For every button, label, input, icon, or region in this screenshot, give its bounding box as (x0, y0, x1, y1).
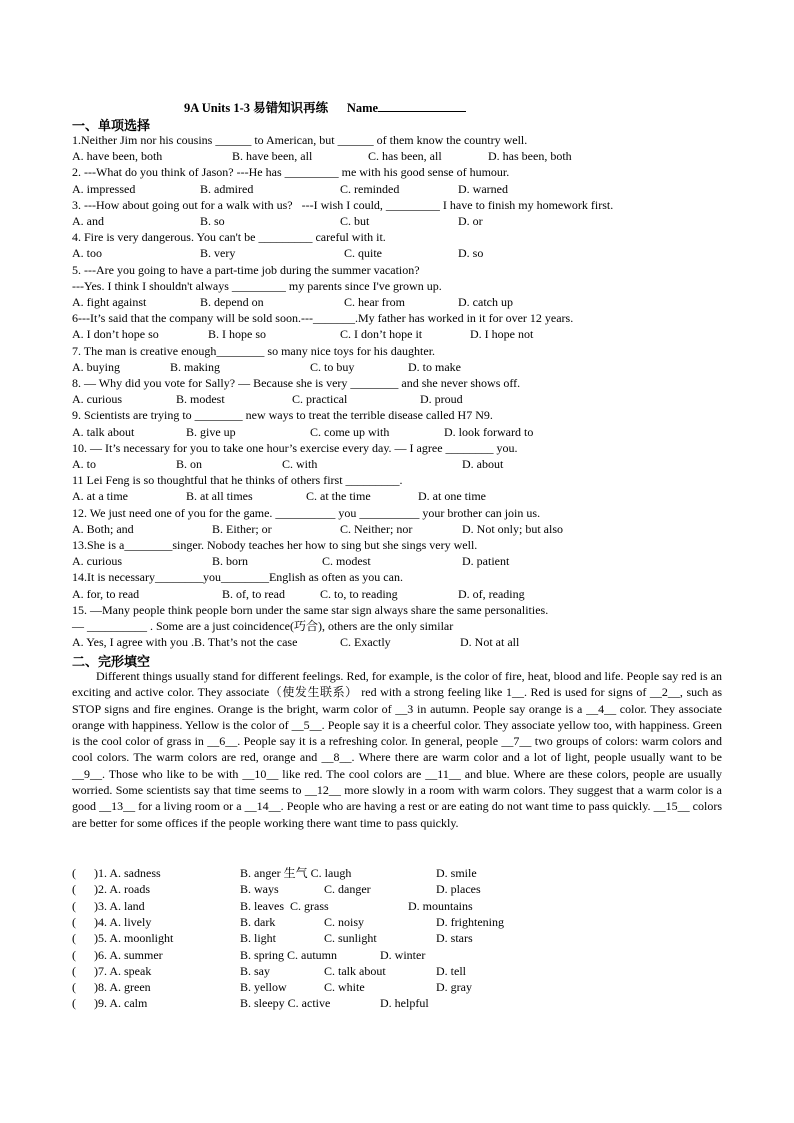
answer-option[interactable]: D. look forward to (444, 424, 534, 439)
cloze-item-b[interactable]: B. light (240, 931, 277, 946)
question-stem: 2. ---What do you think of Jason? ---He has _________ me with his good sense of humour. (72, 165, 510, 180)
answer-option[interactable]: D. catch up (458, 295, 513, 309)
question-stem: 3. ---How about going out for a walk with us? ---I wish I could, _________ I have to finish my homework first. (72, 197, 614, 212)
answer-option[interactable]: C. with (282, 457, 318, 471)
answer-option[interactable]: B. depend on (200, 295, 264, 309)
answer-option[interactable]: C. I don’t hope it (340, 327, 423, 342)
cloze-item-a[interactable]: ( )2. A. roads (72, 882, 150, 897)
answer-option[interactable]: A. curious (72, 392, 122, 407)
answer-option[interactable]: D. Not at all (460, 635, 520, 650)
cloze-item-a[interactable]: ( )4. A. lively (72, 914, 152, 929)
answer-option[interactable]: D. proud (420, 392, 463, 407)
cloze-item-c[interactable]: C. white (324, 980, 365, 995)
answer-option[interactable]: C. has been, all (368, 149, 442, 164)
answer-option[interactable]: A. buying (72, 359, 120, 374)
answer-option[interactable]: B. modest (176, 392, 225, 407)
cloze-item-d[interactable]: D. helpful (380, 996, 429, 1011)
answer-option[interactable]: B. of, to read (222, 586, 285, 601)
answer-option[interactable]: C. Neither; nor (340, 521, 413, 536)
cloze-item-c[interactable]: C. danger (324, 882, 371, 897)
answer-option[interactable]: B. on (176, 457, 203, 471)
question-stem: 11 Lei Feng is so thoughtful that he thinks of others first _________. (72, 473, 403, 488)
cloze-item-c[interactable]: C. talk about (324, 963, 386, 978)
cloze-item-b[interactable]: B. leaves C. grass (240, 898, 329, 913)
answer-option[interactable]: A. talk about (72, 424, 135, 439)
answer-option[interactable]: B. making (170, 359, 220, 374)
answer-option[interactable]: D. to make (408, 359, 461, 374)
answer-option[interactable]: D. about (462, 457, 504, 471)
answer-option[interactable]: C. Exactly (340, 635, 391, 650)
cloze-item-b[interactable]: B. ways (240, 882, 279, 897)
answer-option[interactable]: D. at one time (418, 489, 486, 504)
section-heading-single-choice: 一、单项选择 (72, 119, 151, 134)
answer-option[interactable]: B. Either; or (212, 521, 272, 536)
answer-option[interactable]: D. Not only; but also (462, 521, 563, 536)
answer-option[interactable]: D. has been, both (488, 149, 572, 164)
cloze-item-b[interactable]: B. spring C. autumn (240, 947, 338, 962)
answer-option[interactable]: A. at a time (72, 489, 128, 504)
answer-option[interactable]: B. give up (186, 424, 236, 439)
question-stem: 15. —Many people think people born under the same star sign always share the same personalities. (72, 602, 549, 617)
answer-option[interactable]: A. too (72, 246, 102, 261)
answer-option[interactable]: A. have been, both (72, 149, 163, 164)
cloze-item-d[interactable]: D. mountains (408, 898, 473, 913)
answer-option[interactable]: A. curious (72, 554, 122, 569)
answer-option[interactable]: C. come up with (310, 424, 390, 439)
question-stem: 4. Fire is very dangerous. You can't be _________ careful with it. (72, 230, 386, 245)
worksheet-title (184, 98, 466, 116)
section-heading-cloze: 二、完形填空 (72, 655, 151, 670)
cloze-item-a[interactable]: ( )8. A. green (72, 980, 151, 995)
question-stem: 12. We just need one of you for the game. __________ you __________ your brother can join us. (72, 505, 541, 520)
cloze-item-a[interactable]: ( )1. A. sadness (72, 866, 161, 880)
answer-option[interactable]: D. of, reading (458, 586, 525, 601)
cloze-paragraph: Different things usually stand for different feelings. Red, for example, is the color of fire, heat, blood and life. People say red is an exciting and active color. They associate（使发生联系） red with a strong feeling like 1__. Red is used for signs of __2__, such as STOP signs and fire engines. Orange is the bright, warm color of __3 in autumn. People say orange is a __4__ color. They associate orange with happiness. Yellow is the color of __5__. People say it is a cheerful color. They associate yellow too, with happiness. Green is the cool color of grass in __6__. People say it is a refreshing color. In general, people __7__ two groups of colors: warm colors and cool colors. The warm colors are red, orange and __8__. Where there are warm color and a lot of light, people usually want to be __9__. Those who like to be with __10__ like red. The cool colors are __11__ and blue. Where are these colors, people are usually worried. Some scientists say that time seems to __12__ more slowly in a room with warm colors. They suggest that a warm color is a good __13__ for a living room or a __14__. People who are having a rest or are eating do not want time to pass quickly. __15__ colors are better for some offices if the people working there want time to pass quickly. (72, 669, 722, 830)
question-stem-continued: ---Yes. I think I shouldn't always _________ my parents since I've grown up. (72, 278, 442, 293)
cloze-item-d[interactable]: D. winter (380, 947, 426, 962)
answer-option[interactable]: A. to (72, 457, 96, 471)
answer-option[interactable]: B. so (200, 214, 225, 228)
question-stem: 14.It is necessary________you________English as often as you can. (72, 570, 403, 585)
answer-option[interactable]: C. hear from (344, 295, 405, 309)
answer-option[interactable]: C. to buy (310, 359, 355, 374)
name-blank[interactable] (378, 100, 466, 112)
answer-option[interactable]: C. to, to reading (320, 586, 398, 601)
question-stem: 8. — Why did you vote for Sally? — Because she is very ________ and she never shows off. (72, 376, 521, 390)
answer-option[interactable]: A. impressed (72, 181, 136, 196)
answer-option[interactable]: B. have been, all (232, 149, 313, 164)
question-stem: 5. ---Are you going to have a part-time job during the summer vacation? (72, 262, 420, 277)
cloze-item-a[interactable]: ( )6. A. summer (72, 947, 163, 962)
cloze-passage (72, 668, 722, 831)
cloze-item-a[interactable]: ( )5. A. moonlight (72, 931, 174, 946)
cloze-item-b[interactable]: B. say (240, 963, 270, 978)
question-stem: 7. The man is creative enough________ so many nice toys for his daughter. (72, 343, 436, 358)
cloze-item-d[interactable]: D. smile (436, 866, 477, 880)
cloze-item-a[interactable]: ( )7. A. speak (72, 963, 152, 978)
answer-option[interactable]: C. at the time (306, 489, 371, 504)
cloze-item-d[interactable]: D. places (436, 882, 481, 897)
cloze-item-b[interactable]: B. sleepy C. active (240, 996, 331, 1011)
title-text: 9A Units 1-3 易错知识再练 Name (184, 101, 379, 115)
answer-option[interactable]: C. modest (322, 554, 371, 569)
answer-option[interactable]: A. for, to read (72, 586, 140, 601)
cloze-item-c[interactable]: C. sunlight (324, 931, 377, 946)
question-stem: 13.She is a________singer. Nobody teaches her how to sing but she sings very well. (72, 538, 478, 552)
question-stem: 10. — It’s necessary for you to take one hour’s exercise every day. — I agree ________ you. (72, 440, 518, 455)
cloze-item-d[interactable]: D. frightening (436, 914, 504, 929)
answer-option[interactable]: C. quite (344, 246, 382, 261)
cloze-item-d[interactable]: D. stars (436, 931, 473, 946)
answer-option[interactable]: B. at all times (186, 489, 253, 504)
answer-option[interactable]: B. very (200, 246, 236, 261)
answer-option[interactable]: C. but (340, 214, 370, 228)
cloze-item-b[interactable]: B. anger 生气 C. laugh (240, 866, 352, 880)
cloze-item-c[interactable]: C. noisy (324, 914, 365, 929)
cloze-item-d[interactable]: D. tell (436, 963, 466, 978)
answer-option[interactable]: D. patient (462, 554, 510, 569)
cloze-item-a[interactable]: ( )3. A. land (72, 898, 145, 913)
question-stem: 9. Scientists are trying to ________ new ways to treat the terrible disease called H7 N9. (72, 408, 493, 423)
answer-option[interactable]: C. reminded (340, 181, 400, 196)
answer-option[interactable]: D. or (458, 214, 483, 228)
question-stem: 6---It’s said that the company will be sold soon.---_______.My father has worked in it for over 12 years. (72, 311, 574, 326)
answer-option[interactable]: A. Both; and (72, 521, 134, 536)
answer-option[interactable]: D. so (458, 246, 484, 261)
answer-option[interactable]: B. admired (200, 181, 254, 196)
answer-option[interactable]: A. fight against (72, 295, 147, 309)
cloze-item-d[interactable]: D. gray (436, 980, 472, 995)
answer-option[interactable]: D. I hope not (470, 327, 534, 342)
answer-option[interactable]: A. Yes, I agree with you .B. That’s not the case (72, 635, 298, 650)
cloze-item-a[interactable]: ( )9. A. calm (72, 996, 148, 1011)
answer-option[interactable]: A. and (72, 214, 104, 228)
answer-option[interactable]: B. born (212, 554, 248, 569)
cloze-item-b[interactable]: B. yellow (240, 980, 287, 995)
cloze-item-b[interactable]: B. dark (240, 914, 276, 929)
question-stem-continued: — __________ . Some are a just coincidence(巧合), others are the only similar (72, 619, 454, 633)
answer-option[interactable]: A. I don’t hope so (72, 327, 159, 342)
answer-option[interactable]: C. practical (292, 392, 348, 407)
answer-option[interactable]: D. warned (458, 181, 508, 196)
answer-option[interactable]: B. I hope so (208, 327, 266, 342)
question-stem: 1.Neither Jim nor his cousins ______ to American, but ______ of them know the country well. (72, 133, 528, 147)
